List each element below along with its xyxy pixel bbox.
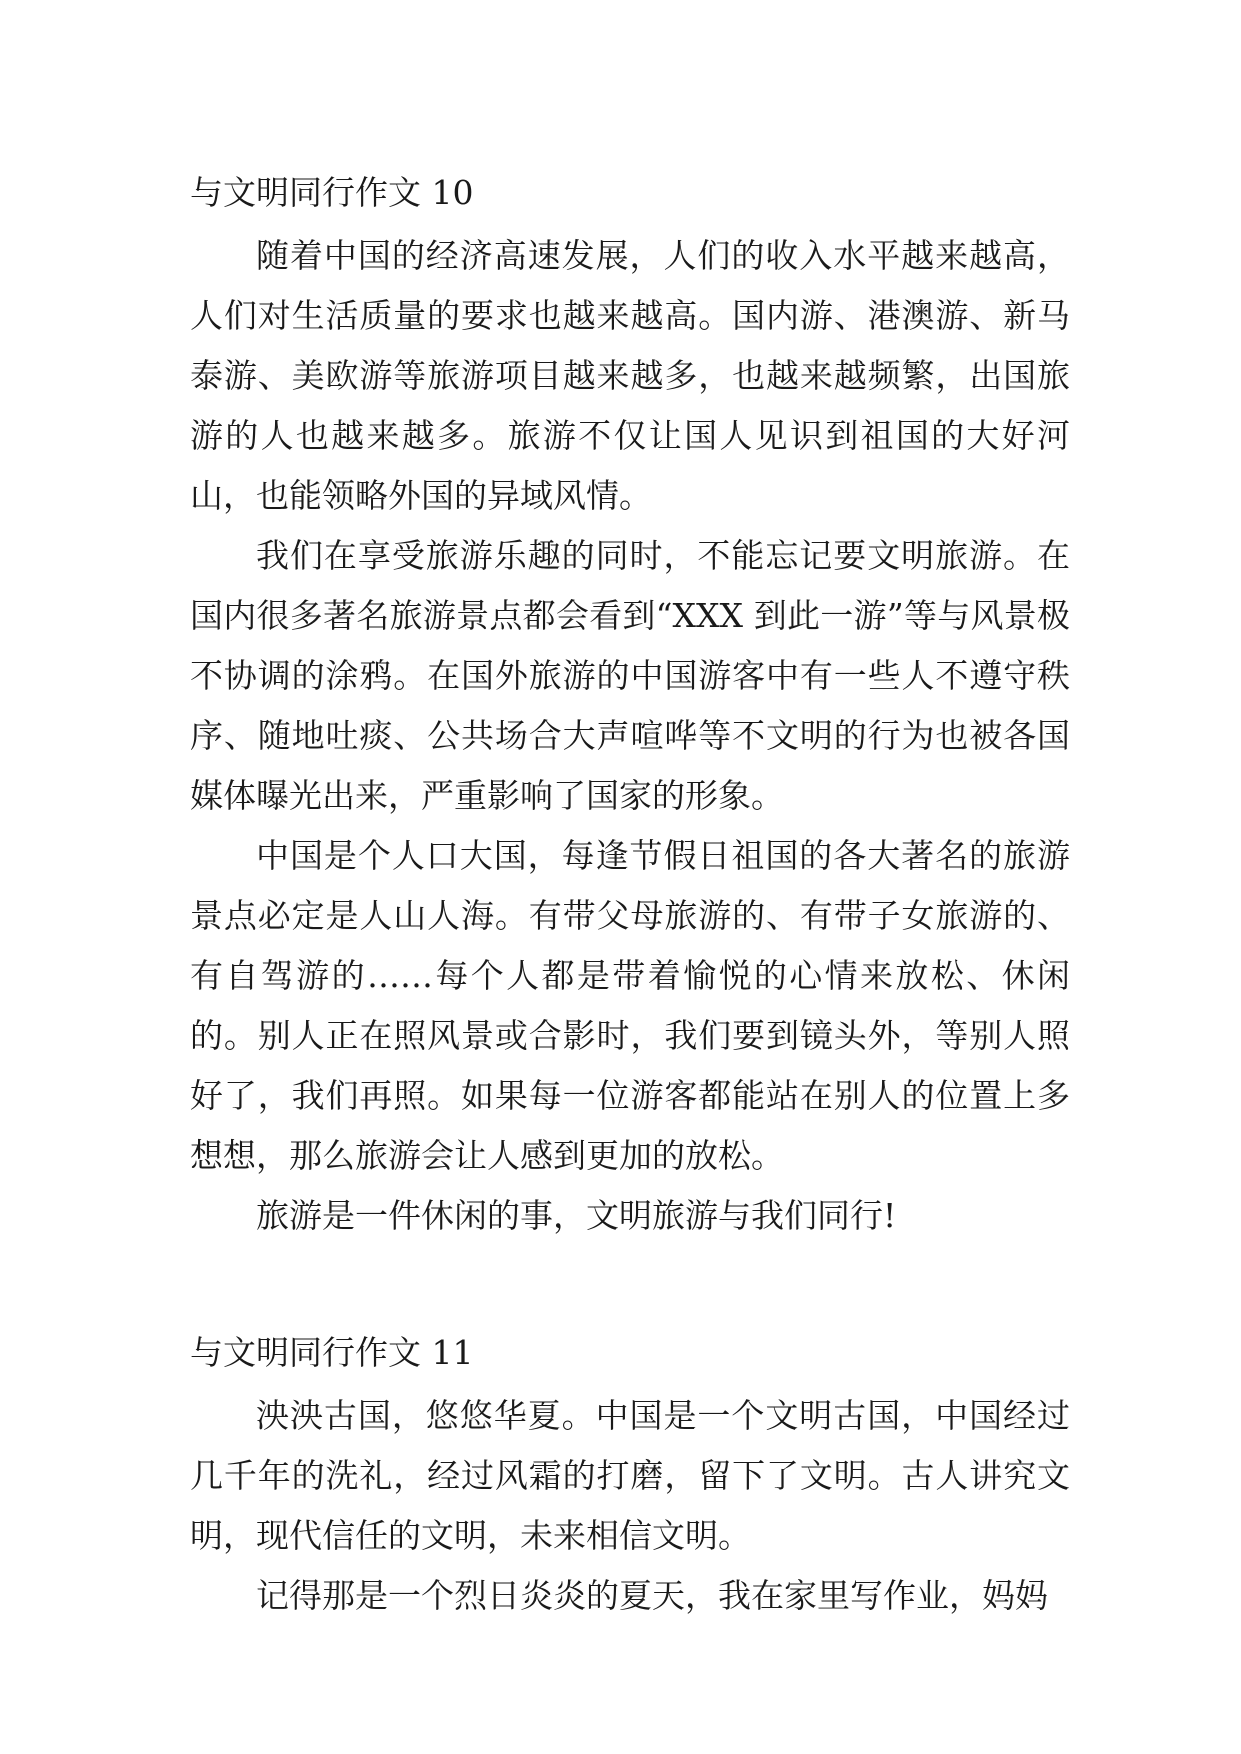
document-page [190, 160, 1070, 1626]
paragraph: 随着中国的经济高速发展，人们的收入水平越来越高，人们对生活质量的要求也越来越高。国内游、港澳游、新马泰游、美欧游等旅游项目越来越多，也越来越频繁，出国旅游的人也越来越多。旅游不仅让国人见识到祖国的大好河山，也能领略外国的异域风情。 [190, 236, 1070, 515]
essay-section-11 [190, 1320, 1070, 1626]
paragraph: 中国是个人口大国，每逢节假日祖国的各大著名的旅游景点必定是人山人海。有带父母旅游的、有带子女旅游的、有自驾游的……每个人都是带着愉悦的心情来放松、休闲的。别人正在照风景或合影时，我们要到镜头外，等别人照好了，我们再照。如果每一位游客都能站在别人的位置上多想想，那么旅游会让人感到更加的放松。 [190, 836, 1070, 1175]
paragraph: 泱泱古国，悠悠华夏。中国是一个文明古国，中国经过几千年的洗礼，经过风霜的打磨，留下了文明。古人讲究文明，现代信任的文明，未来相信文明。 [190, 1396, 1070, 1555]
paragraph: 我们在享受旅游乐趣的同时，不能忘记要文明旅游。在国内很多著名旅游景点都会看到“XXX 到此一游”等与风景极不协调的涂鸦。在国外旅游的中国游客中有一些人不遵守秩序、随地吐痰、公共场合大声喧哗等不文明的行为也被各国媒体曝光出来，严重影响了国家的形象。 [190, 536, 1070, 815]
essay-section-10 [190, 160, 1070, 1246]
essay-title: 与文明同行作文 10 [190, 173, 474, 212]
section-spacer [190, 1246, 1070, 1320]
paragraph: 记得那是一个烈日炎炎的夏天，我在家里写作业，妈妈 [256, 1576, 1048, 1615]
paragraph: 旅游是一件休闲的事，文明旅游与我们同行! [256, 1196, 897, 1235]
essay-title: 与文明同行作文 11 [190, 1333, 474, 1372]
